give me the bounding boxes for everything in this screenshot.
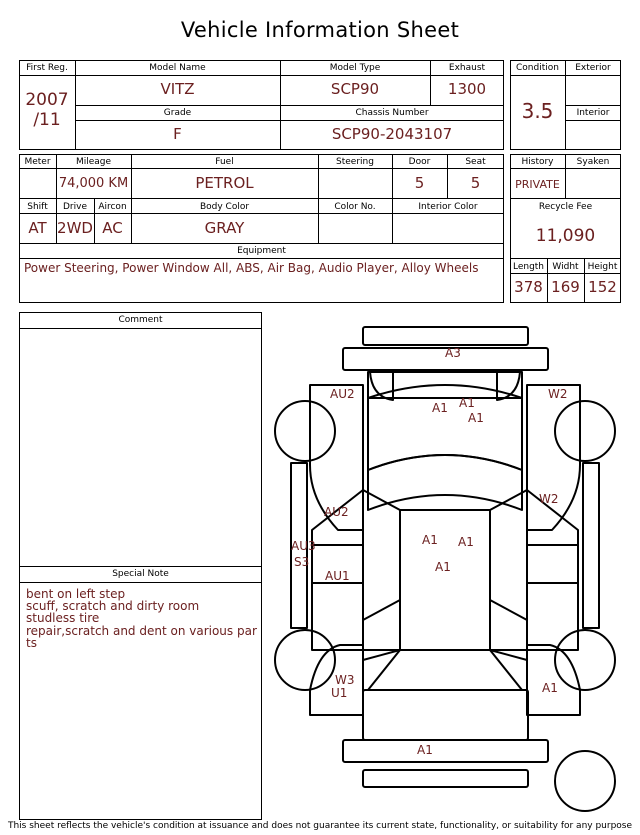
mark-a1-bottom: A1: [417, 743, 433, 757]
length-value: 378: [514, 278, 543, 296]
mark-a3-top: A3: [445, 346, 461, 360]
first-reg-label: First Reg.: [26, 63, 68, 73]
rear-lower-part: [363, 770, 528, 787]
wheel-rear-right: [555, 630, 615, 690]
door-label: Door: [408, 157, 431, 167]
mark-a1-roof-1: A1: [422, 533, 438, 547]
height-label: Height: [587, 262, 618, 272]
exhaust-label: Exhaust: [448, 63, 486, 73]
mark-au2-door-left: AU2: [324, 505, 349, 519]
body-color-value: GRAY: [204, 219, 245, 237]
special-note-label: Special Note: [112, 569, 169, 579]
special-note-line-5: ts: [26, 636, 37, 650]
interior-label: Interior: [576, 108, 610, 118]
chassis-label: Chassis Number: [355, 108, 429, 118]
syaken-label: Syaken: [576, 157, 610, 167]
mark-a1-hood-1: A1: [432, 401, 448, 415]
page-title: Vehicle Information Sheet: [180, 18, 460, 42]
first-reg-month: /11: [33, 110, 61, 130]
mark-s3-pillar: S3: [294, 555, 310, 569]
wheel-rear-left: [275, 630, 335, 690]
height-value: 152: [588, 278, 617, 296]
windshield-inner: [368, 455, 522, 510]
front-bumper-part: [363, 327, 528, 345]
seat-label: Seat: [465, 157, 486, 167]
mark-au2-front-left: AU2: [330, 387, 355, 401]
fuel-value: PETROL: [195, 174, 254, 192]
width-value: 169: [551, 278, 580, 296]
mark-au1-rear-left: AU1: [325, 569, 350, 583]
shift-label: Shift: [27, 202, 48, 212]
history-value: PRIVATE: [515, 178, 560, 191]
model-type-label: Model Type: [329, 63, 381, 73]
special-note-line-4: repair,scratch and dent on various par: [26, 624, 257, 638]
mark-a1-roof-2: A1: [458, 535, 474, 549]
mark-a1-roof-3: A1: [435, 560, 451, 574]
mark-a1-hood-2: A1: [459, 396, 475, 410]
rear-hatch-part: [368, 650, 522, 690]
roof-part: [400, 510, 490, 650]
width-label: Widht: [552, 262, 579, 272]
special-note-line-2: scuff, scratch and dirty room: [26, 599, 200, 613]
model-name-value: VITZ: [160, 80, 195, 98]
equipment-value: Power Steering, Power Window All, ABS, Air Bag, Audio Player, Alloy Wheels: [24, 261, 479, 275]
mark-a1-hood-3: A1: [468, 411, 484, 425]
right-step-part: [583, 463, 599, 628]
door-value: 5: [414, 174, 425, 192]
fuel-label: Fuel: [215, 157, 234, 167]
recycle-fee-value: 11,090: [535, 226, 596, 246]
exterior-label: Exterior: [575, 63, 611, 73]
car-damage-diagram: [265, 320, 625, 820]
rear-bumper-part: [343, 740, 548, 762]
mark-w3-rear-left: W3: [335, 673, 355, 687]
wheel-front-left: [275, 401, 335, 461]
drive-label: Drive: [63, 202, 87, 212]
grade-value: F: [173, 125, 182, 143]
grade-label: Grade: [163, 108, 192, 118]
shift-value: AT: [28, 219, 47, 237]
condition-value: 3.5: [521, 99, 554, 123]
wheel-spare: [555, 751, 615, 811]
comment-label: Comment: [118, 315, 163, 325]
seat-value: 5: [470, 174, 481, 192]
meter-label: Meter: [24, 157, 51, 167]
length-label: Length: [512, 262, 545, 272]
aircon-label: Aircon: [98, 202, 127, 212]
right-rear-fender: [527, 645, 580, 715]
mileage-value: 74,000 KM: [58, 176, 129, 191]
model-name-label: Model Name: [149, 63, 206, 73]
recycle-fee-label: Recycle Fee: [538, 202, 593, 212]
exhaust-value: 1300: [447, 80, 487, 98]
mark-w2-front-right: W2: [548, 387, 568, 401]
interior-color-label: Interior Color: [418, 202, 478, 212]
color-no-label: Color No.: [334, 202, 376, 212]
mark-a1-rear-right: A1: [542, 681, 558, 695]
chassis-value: SCP90-2043107: [331, 125, 453, 143]
wheel-front-right: [555, 401, 615, 461]
footer-disclaimer: This sheet reflects the vehicle's condition at issuance and does not guarantee its current state, functionality, or suitability for any purpose: [7, 821, 633, 831]
history-label: History: [521, 157, 554, 167]
drive-value: 2WD: [57, 219, 93, 237]
mark-au3-pillar: AU3: [291, 539, 316, 553]
condition-label: Condition: [516, 63, 559, 73]
steering-label: Steering: [336, 157, 374, 167]
first-reg-year: 2007: [25, 90, 69, 110]
tailgate-part: [363, 690, 528, 740]
mileage-label: Mileage: [75, 157, 112, 167]
equipment-label: Equipment: [237, 246, 286, 256]
body-color-label: Body Color: [199, 202, 250, 212]
special-note-line-3: studless tire: [26, 611, 100, 625]
mark-u1-rear-left: U1: [331, 686, 348, 700]
aircon-value: AC: [102, 219, 123, 237]
mark-w2-door-right: W2: [539, 492, 559, 506]
special-note-line-1: bent on left step: [26, 587, 126, 601]
model-type-value: SCP90: [330, 80, 380, 98]
